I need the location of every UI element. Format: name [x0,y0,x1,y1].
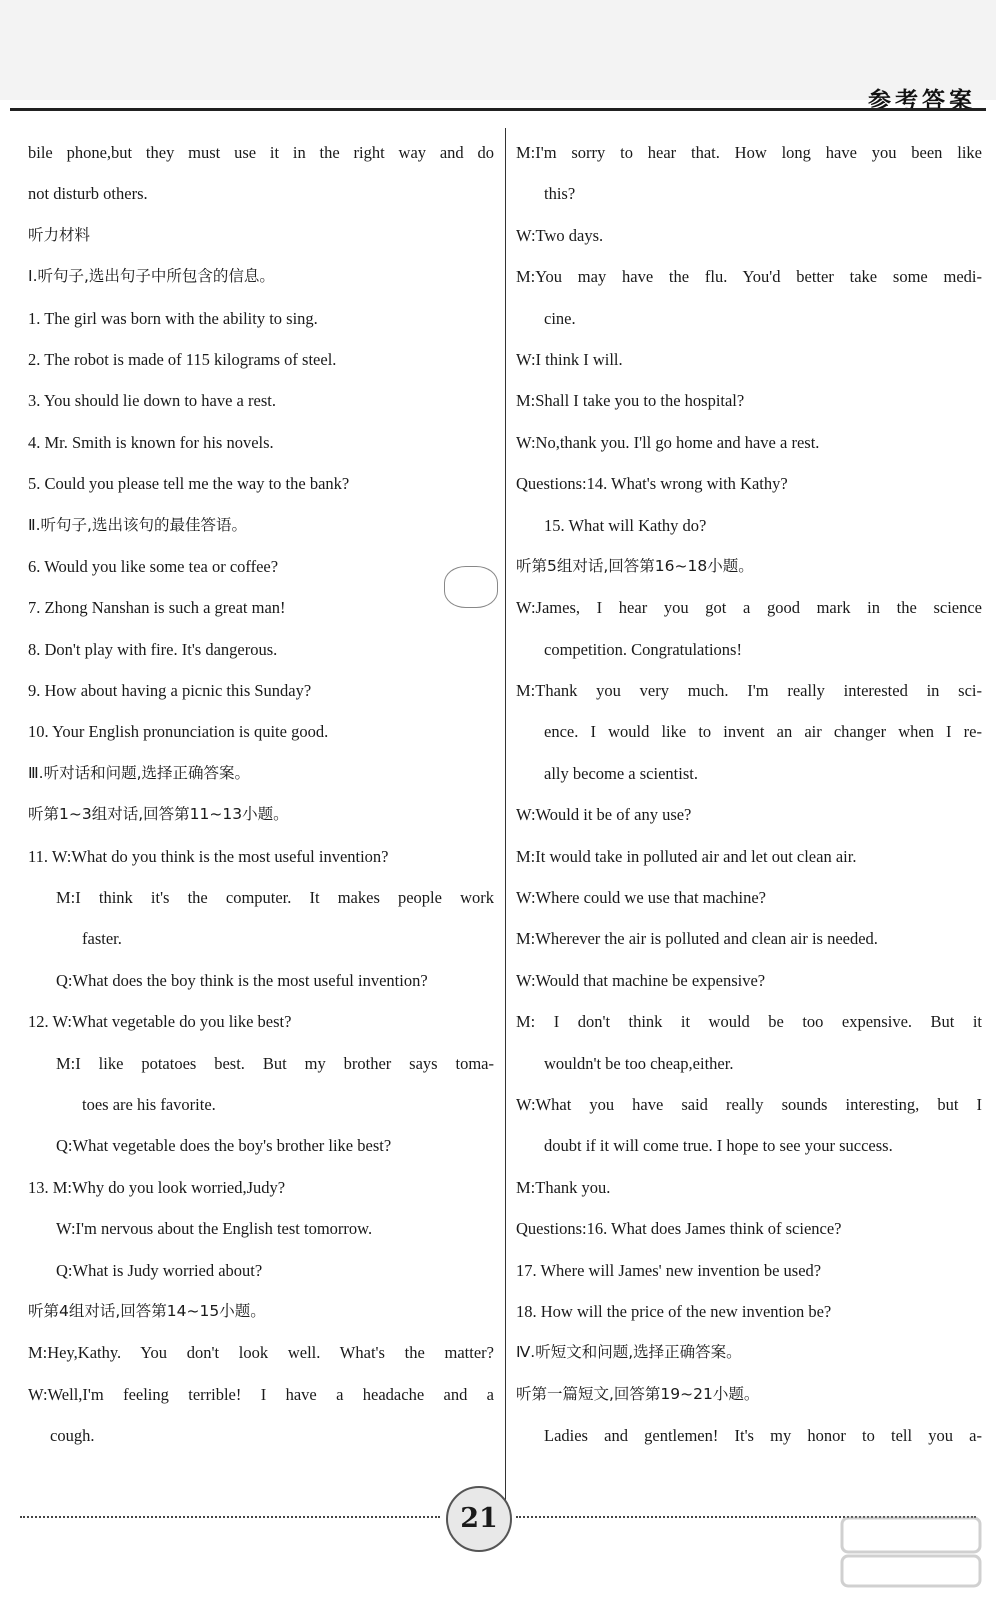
section-instruction: 听第1~3组对话,回答第11~13小题。 [28,805,289,824]
dialogue-line: W:Would it be of any use? [516,805,692,825]
dialogue-line: cine. [544,308,576,328]
dialogue-line: ally become a scientist. [544,763,698,783]
logo-frame-top [842,1518,980,1552]
section-heading: Ⅰ.听句子,选出句子中所包含的信息。 [28,267,275,286]
left-column [28,132,494,1457]
listening-item: 7. Zhong Nanshan is such a great man! [28,598,286,618]
dialogue-line: M:Thank you. [516,1177,611,1197]
listening-item: 10. Your English pronunciation is quite good. [28,722,329,742]
dialogue-line: W:James, I hear you got a good mark in the science [516,598,982,618]
section-heading: Ⅱ.听句子,选出该句的最佳答语。 [28,515,247,534]
dialogue-line: M:You may have the flu. You'd better take some medi- [516,267,982,287]
section-heading: Ⅳ.听短文和问题,选择正确答案。 [516,1343,742,1362]
column-divider [505,128,506,1508]
section-heading: Ⅲ.听对话和问题,选择正确答案。 [28,763,251,782]
dialogue-line: W:I'm nervous about the English test tomorrow. [56,1219,373,1239]
dialogue-line: W:Two days. [516,225,604,245]
dialogue-line: doubt if it will come true. I hope to see your success. [544,1136,893,1156]
dialogue-line: M:Hey,Kathy. You don't look well. What's the matter? [28,1343,494,1363]
dialogue-line: W:No,thank you. I'll go home and have a rest. [516,432,820,452]
dialogue-line: M:I'm sorry to hear that. How long have you been like [516,143,982,162]
dialogue-line: M:I think it's the computer. It makes people work [56,888,494,908]
question-line: 15. What will Kathy do? [544,515,707,535]
dialogue-line: ence. I would like to invent an air changer when I re- [544,722,982,742]
dialogue-line: Q:What is Judy worried about? [56,1260,263,1280]
listening-item: 1. The girl was born with the ability to sing. [28,308,318,328]
small-stamp-mark [444,566,498,608]
dialogue-line: W:Would that machine be expensive? [516,970,766,990]
dialogue-line: toes are his favorite. [82,1094,216,1114]
right-column [516,132,982,1457]
dialogue-line: M:Shall I take you to the hospital? [516,391,745,411]
dialogue-line: this? [544,184,576,204]
site-logo-watermark [836,1512,986,1592]
footer-dotted-rule-left [20,1516,440,1518]
dialogue-line: 11. W:What do you think is the most useful invention? [28,846,389,866]
dialogue-line: W:Where could we use that machine? [516,888,766,908]
dialogue-line: M:I like potatoes best. But my brother says toma- [56,1053,494,1073]
dialogue-line: cough. [50,1426,95,1446]
dialogue-line: competition. Congratulations! [544,639,742,659]
text-line: not disturb others. [28,184,148,204]
question-line: 17. Where will James' new invention be used? [516,1260,822,1280]
question-line: 18. How will the price of the new invention be? [516,1301,832,1321]
header-band [0,0,996,100]
dialogue-line: Q:What does the boy think is the most useful invention? [56,970,428,990]
listening-item: 2. The robot is made of 115 kilograms of steel. [28,349,337,369]
passage-line: Ladies and gentlemen! It's my honor to tell you a- [544,1426,982,1446]
section-instruction: 听第5组对话,回答第16~18小题。 [516,556,754,575]
text-line: bile phone,but they must use it in the right way and do [28,143,494,162]
page-number-badge: 21 [446,1486,512,1552]
listening-item: 3. You should lie down to have a rest. [28,391,276,411]
listening-item: 6. Would you like some tea or coffee? [28,556,279,576]
listening-item: 5. Could you please tell me the way to the bank? [28,474,350,494]
dialogue-line: W:I think I will. [516,349,623,369]
dialogue-line: 12. W:What vegetable do you like best? [28,1012,292,1032]
dialogue-line: M:Thank you very much. I'm really interested in sci- [516,681,982,701]
header-rule [10,108,986,111]
dialogue-line: 13. M:Why do you look worried,Judy? [28,1177,286,1197]
section-instruction: 听第4组对话,回答第14~15小题。 [28,1301,266,1320]
dialogue-line: faster. [82,929,122,949]
listening-item: 4. Mr. Smith is known for his novels. [28,432,274,452]
section-instruction: 听第一篇短文,回答第19~21小题。 [516,1384,760,1403]
dialogue-line: wouldn't be too cheap,either. [544,1053,734,1073]
dialogue-line: W:Well,I'm feeling terrible! I have a headache and a [28,1384,494,1404]
page-header-title: 参考答案 [868,87,976,114]
dialogue-line: M:It would take in polluted air and let out clean air. [516,846,857,866]
logo-frame-bottom [842,1556,980,1586]
listening-item: 9. How about having a picnic this Sunday? [28,681,312,701]
question-line: Questions:14. What's wrong with Kathy? [516,474,788,494]
section-heading: 听力材料 [28,225,91,244]
dialogue-line: M:Wherever the air is polluted and clean air is needed. [516,929,878,949]
dialogue-line: Q:What vegetable does the boy's brother like best? [56,1136,392,1156]
dialogue-line: W:What you have said really sounds interesting, but I [516,1094,982,1114]
listening-item: 8. Don't play with fire. It's dangerous. [28,639,278,659]
question-line: Questions:16. What does James think of science? [516,1219,842,1239]
dialogue-line: M: I don't think it would be too expensive. But it [516,1012,982,1032]
